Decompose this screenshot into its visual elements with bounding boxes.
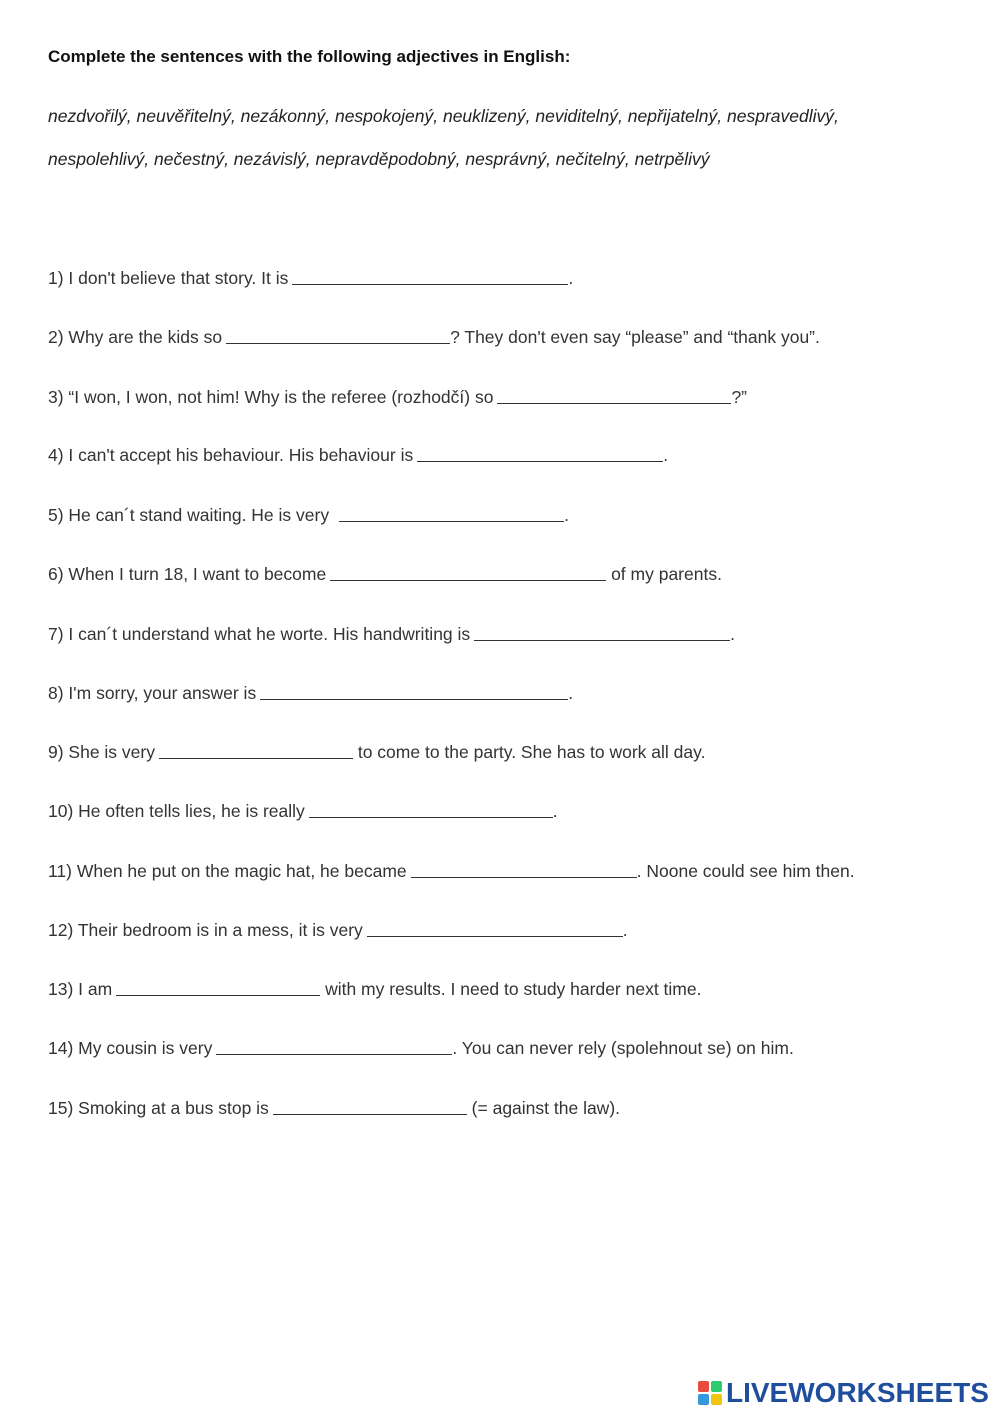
sentence-text-before: 4) I can't accept his behaviour. His behaviour is	[48, 445, 414, 465]
logo-square-green	[711, 1381, 722, 1392]
sentence-text-before: 6) When I turn 18, I want to become	[48, 564, 327, 584]
sentence-12	[48, 918, 628, 942]
liveworksheets-logo	[698, 1376, 989, 1410]
sentence-4	[48, 443, 668, 467]
answer-blank-4[interactable]	[417, 443, 663, 462]
sentence-15	[48, 1096, 620, 1120]
answer-input-5[interactable]	[339, 508, 564, 526]
answer-input-13[interactable]	[116, 982, 320, 1000]
answer-blank-5[interactable]	[339, 503, 564, 522]
sentence-5	[48, 503, 569, 527]
sentence-7	[48, 622, 735, 646]
answer-blank-12[interactable]	[367, 918, 623, 937]
answer-blank-6[interactable]	[330, 562, 606, 581]
answer-input-12[interactable]	[367, 923, 623, 941]
sentence-text-after: ?”	[731, 387, 748, 407]
sentence-text-after: .	[622, 920, 628, 940]
sentence-text-before: 9) She is very	[48, 742, 155, 762]
sentence-11	[48, 859, 855, 883]
logo-square-yellow	[711, 1394, 722, 1405]
sentence-text-after: .	[568, 268, 574, 288]
sentence-text-after: to come to the party. She has to work all day.	[352, 742, 706, 762]
answer-input-6[interactable]	[330, 567, 606, 585]
answer-blank-1[interactable]	[292, 266, 568, 285]
logo-text: LIVEWORKSHEETS	[726, 1377, 989, 1408]
answer-blank-14[interactable]	[216, 1036, 452, 1055]
sentence-text-before: 15) Smoking at a bus stop is	[48, 1098, 269, 1118]
sentence-text-after: (= against the law).	[466, 1098, 621, 1118]
sentence-10	[48, 799, 558, 823]
sentence-14	[48, 1036, 794, 1060]
answer-blank-2[interactable]	[226, 325, 450, 344]
answer-blank-11[interactable]	[411, 859, 637, 878]
sentence-8	[48, 681, 573, 705]
logo-mark-icon	[698, 1381, 722, 1405]
sentence-text-before: 12) Their bedroom is in a mess, it is very	[48, 920, 363, 940]
logo-square-blue	[698, 1394, 709, 1405]
sentence-text-after: ? They don't even say “please” and “thank you”.	[450, 327, 820, 347]
answer-input-2[interactable]	[226, 330, 450, 348]
sentence-13	[48, 977, 701, 1001]
sentence-text-after: . Noone could see him then.	[636, 861, 855, 881]
answer-blank-13[interactable]	[116, 977, 320, 996]
instruction-heading: Complete the sentences with the following adjectives in English:	[48, 47, 571, 66]
sentence-text-before: 14) My cousin is very	[48, 1038, 213, 1058]
sentence-text-before: 13) I am	[48, 979, 113, 999]
sentence-text-before: 11) When he put on the magic hat, he became	[48, 861, 407, 881]
answer-input-1[interactable]	[292, 271, 568, 289]
sentence-text-after: .	[730, 624, 736, 644]
answer-input-10[interactable]	[309, 804, 553, 822]
answer-input-14[interactable]	[216, 1041, 452, 1059]
word-bank-line-1: nezdvořilý, neuvěřitelný, nezákonný, nespokojený, neuklizený, neviditelný, nepřijatelný, nespravedlivý,	[48, 106, 839, 126]
sentence-text-after: .	[564, 505, 569, 525]
sentence-text-before: 5) He can´t stand waiting. He is very	[48, 505, 330, 525]
answer-blank-15[interactable]	[273, 1096, 467, 1115]
sentence-text-after: . You can never rely (spolehnout se) on him.	[452, 1038, 794, 1058]
sentence-text-before: 2) Why are the kids so	[48, 327, 223, 347]
sentence-text-after: .	[552, 801, 558, 821]
answer-input-15[interactable]	[273, 1101, 467, 1119]
word-bank-line-2: nespolehlivý, nečestný, nezávislý, nepravděpodobný, nesprávný, nečitelný, netrpělivý	[48, 149, 710, 169]
sentence-9	[48, 740, 705, 764]
answer-blank-9[interactable]	[159, 740, 353, 759]
answer-input-7[interactable]	[474, 627, 730, 645]
answer-input-4[interactable]	[417, 448, 663, 466]
sentence-text-before: 7) I can´t understand what he worte. His handwriting is	[48, 624, 471, 644]
answer-blank-3[interactable]	[497, 385, 731, 404]
sentence-3	[48, 385, 747, 409]
sentence-text-after: .	[568, 683, 574, 703]
sentence-text-after: .	[663, 445, 669, 465]
sentence-2	[48, 325, 820, 349]
sentence-text-after: with my results. I need to study harder next time.	[320, 979, 702, 999]
sentence-text-before: 8) I'm sorry, your answer is	[48, 683, 257, 703]
answer-input-3[interactable]	[497, 390, 731, 408]
answer-blank-8[interactable]	[260, 681, 568, 700]
sentence-text-before: 1) I don't believe that story. It is	[48, 268, 289, 288]
sentence-text-after: of my parents.	[606, 564, 722, 584]
answer-blank-10[interactable]	[309, 799, 553, 818]
answer-input-11[interactable]	[411, 864, 637, 882]
sentence-1	[48, 266, 573, 290]
answer-input-9[interactable]	[159, 745, 353, 763]
sentence-text-before: 3) “I won, I won, not him! Why is the referee (rozhodčí) so	[48, 387, 494, 407]
logo-square-red	[698, 1381, 709, 1392]
sentence-text-before: 10) He often tells lies, he is really	[48, 801, 305, 821]
answer-input-8[interactable]	[260, 686, 568, 704]
sentence-6	[48, 562, 722, 586]
answer-blank-7[interactable]	[474, 622, 730, 641]
